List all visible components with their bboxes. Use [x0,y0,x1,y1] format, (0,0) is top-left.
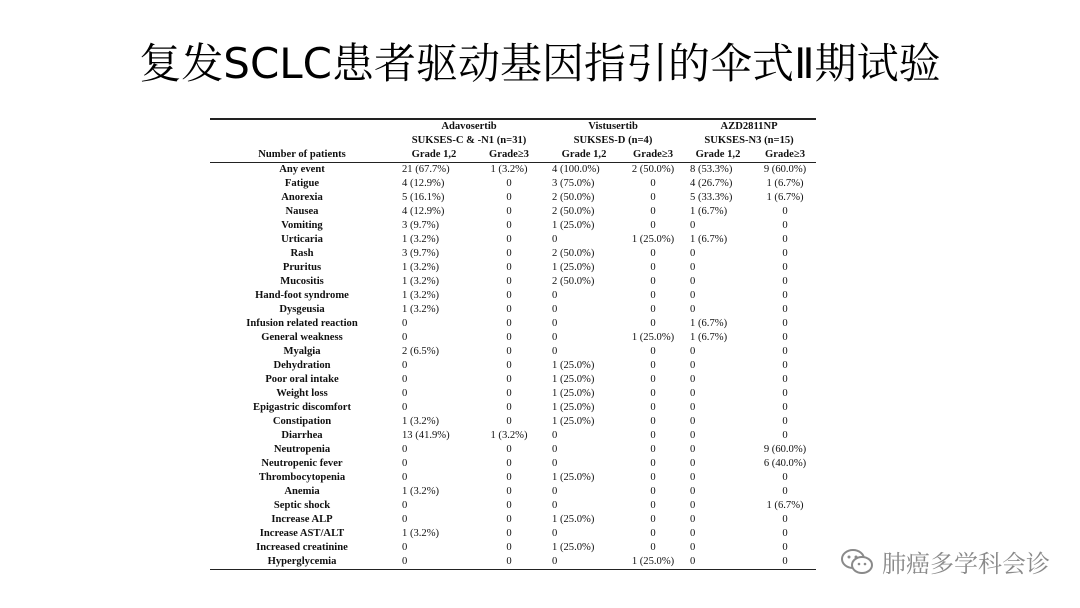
event-value: 1 (6.7%) [766,178,804,189]
event-value: 0 [782,486,788,497]
event-value: 1 (6.7%) [766,192,804,203]
event-value: 0 [782,262,788,273]
event-value: 5 (16.1%) [402,192,445,203]
table-row [210,387,816,401]
event-value: 4 (26.7%) [690,178,733,189]
study-name-adavosertib: SUKSES-C & -N1 (n=31) [411,135,527,146]
event-value: 0 [782,472,788,483]
event-value: 1 (3.2%) [402,416,440,427]
event-name: Weight loss [276,388,328,399]
event-value: 0 [552,304,558,315]
event-name: Neutropenic fever [261,458,343,469]
event-value: 0 [402,514,408,525]
event-value: 0 [552,346,558,357]
event-value: 0 [782,360,788,371]
event-name: Anorexia [281,192,323,203]
event-value: 0 [506,206,512,217]
watermark-text: 肺癌多学科会诊 [882,550,1050,578]
event-value: 0 [690,472,696,483]
event-value: 0 [782,346,788,357]
event-name: Mucositis [280,276,324,287]
table-row [210,205,816,219]
event-name: Diarrhea [281,430,323,441]
table-row [210,541,816,555]
event-value: 3 (75.0%) [552,178,595,189]
event-value: 0 [690,556,696,567]
study-name-vistusertib: SUKSES-D (n=4) [573,135,653,146]
event-value: 0 [552,528,558,539]
event-value: 0 [506,388,512,399]
grade-header: Grade 1,2 [695,149,741,160]
event-value: 0 [690,416,696,427]
event-value: 0 [552,458,558,469]
event-value: 0 [552,318,558,329]
event-value: 0 [552,430,558,441]
event-value: 0 [782,248,788,259]
event-value: 1 (3.2%) [402,234,440,245]
event-value: 0 [690,276,696,287]
event-value: 0 [650,500,656,511]
event-value: 0 [690,528,696,539]
event-value: 4 (12.9%) [402,206,445,217]
grade-header-row [210,148,816,162]
event-value: 0 [690,262,696,273]
table-row [210,303,816,317]
event-name: Infusion related reaction [246,318,358,329]
event-value: 0 [650,444,656,455]
table-row [210,317,816,331]
drug-name-row [210,120,816,134]
event-value: 21 (67.7%) [402,164,450,175]
event-value: 0 [506,528,512,539]
event-value: 0 [690,248,696,259]
event-value: 3 (9.7%) [402,248,440,259]
event-value: 1 (6.7%) [766,500,804,511]
event-value: 0 [506,290,512,301]
event-value: 0 [506,458,512,469]
event-value: 0 [506,332,512,343]
event-value: 1 (25.0%) [552,542,595,553]
event-value: 0 [650,514,656,525]
table-bottom-rule [210,569,816,570]
event-value: 0 [650,542,656,553]
table-row [210,555,816,569]
event-value: 0 [782,514,788,525]
event-value: 1 (3.2%) [402,304,440,315]
event-value: 0 [552,500,558,511]
event-value: 0 [690,402,696,413]
table-row [210,527,816,541]
grade-header: Grade≥3 [765,149,805,160]
event-name: Poor oral intake [265,374,339,385]
event-value: 0 [782,556,788,567]
event-value: 0 [402,360,408,371]
drug-name-azd2811np: AZD2811NP [720,121,778,132]
event-name: Vomiting [281,220,323,231]
event-value: 0 [690,458,696,469]
event-name: Urticaria [281,234,323,245]
event-name: Hand-foot syndrome [255,290,349,301]
table-row [210,177,816,191]
event-value: 0 [402,444,408,455]
event-value: 0 [650,374,656,385]
event-value: 0 [650,430,656,441]
table-row [210,261,816,275]
event-value: 0 [650,528,656,539]
event-value: 0 [506,276,512,287]
event-value: 0 [506,444,512,455]
event-value: 0 [506,402,512,413]
event-name: Increase AST/ALT [259,528,345,539]
event-value: 1 (25.0%) [552,388,595,399]
event-value: 0 [690,444,696,455]
event-value: 0 [402,542,408,553]
table-row [210,275,816,289]
event-value: 0 [782,276,788,287]
event-name: Neutropenia [273,444,331,455]
event-value: 0 [650,458,656,469]
event-value: 0 [690,542,696,553]
event-value: 0 [782,304,788,315]
table-row [210,191,816,205]
table-row [210,289,816,303]
study-name-row [210,134,816,148]
event-value: 0 [402,556,408,567]
event-name: Any event [279,164,325,175]
event-value: 0 [690,346,696,357]
event-value: 0 [402,472,408,483]
event-name: Thrombocytopenia [258,472,346,483]
event-value: 1 (25.0%) [631,234,675,245]
event-value: 0 [650,276,656,287]
event-value: 1 (6.7%) [690,318,728,329]
table-row [210,443,816,457]
event-value: 0 [552,444,558,455]
event-value: 0 [506,542,512,553]
event-value: 0 [690,486,696,497]
event-value: 0 [506,416,512,427]
event-value: 0 [552,234,558,245]
event-value: 1 (3.2%) [402,276,440,287]
event-value: 0 [690,430,696,441]
event-value: 0 [552,486,558,497]
event-value: 1 (3.2%) [490,164,528,175]
event-value: 0 [690,360,696,371]
event-value: 0 [782,374,788,385]
event-name: Pruritus [282,262,322,273]
event-name: General weakness [261,332,343,343]
event-value: 1 (25.0%) [552,472,595,483]
event-value: 5 (33.3%) [690,192,733,203]
event-value: 0 [650,388,656,399]
event-value: 2 (50.0%) [552,206,595,217]
wechat-icon [840,547,874,577]
table-row [210,401,816,415]
table-row [210,513,816,527]
event-value: 0 [782,220,788,231]
event-value: 2 (6.5%) [402,346,440,357]
event-value: 1 (3.2%) [490,430,528,441]
event-value: 0 [782,290,788,301]
event-value: 0 [506,556,512,567]
slide-title: 复发SCLC患者驱动基因指引的伞式Ⅱ期试验 [139,39,941,88]
event-value: 1 (25.0%) [552,416,595,427]
event-value: 0 [782,388,788,399]
event-value: 0 [782,234,788,245]
event-value: 13 (41.9%) [402,430,450,441]
event-value: 0 [650,178,656,189]
event-value: 0 [782,318,788,329]
event-value: 2 (50.0%) [552,276,595,287]
event-value: 0 [506,318,512,329]
number-of-patients-label: Number of patients [258,149,346,160]
event-value: 1 (25.0%) [631,556,675,567]
event-value: 0 [782,430,788,441]
event-value: 0 [402,458,408,469]
grade-header: Grade 1,2 [411,149,457,160]
event-name: Myalgia [283,346,321,357]
event-value: 0 [506,360,512,371]
event-value: 0 [690,304,696,315]
event-value: 4 (100.0%) [552,164,600,175]
event-value: 1 (3.2%) [402,262,440,273]
event-value: 6 (40.0%) [763,458,807,469]
table-row [210,247,816,261]
event-value: 0 [506,234,512,245]
event-value: 0 [650,192,656,203]
event-name: Increased creatinine [256,542,348,553]
event-value: 0 [506,500,512,511]
event-value: 9 (60.0%) [763,444,807,455]
event-value: 1 (25.0%) [631,332,675,343]
event-name: Fatigue [284,178,320,189]
event-value: 0 [650,220,656,231]
event-value: 0 [506,304,512,315]
event-value: 0 [402,402,408,413]
watermark [840,544,1050,579]
event-value: 0 [650,360,656,371]
table-row [210,485,816,499]
event-value: 0 [506,248,512,259]
event-value: 1 (25.0%) [552,402,595,413]
event-value: 0 [782,542,788,553]
table-row [210,457,816,471]
event-value: 1 (3.2%) [402,528,440,539]
table-row [210,373,816,387]
event-value: 1 (25.0%) [552,514,595,525]
event-value: 0 [782,206,788,217]
event-value: 0 [552,332,558,343]
event-value: 0 [690,500,696,511]
event-value: 1 (3.2%) [402,486,440,497]
event-value: 1 (3.2%) [402,290,440,301]
event-value: 0 [506,346,512,357]
event-value: 0 [402,500,408,511]
event-value: 0 [402,388,408,399]
table-row [210,163,816,177]
event-value: 0 [650,402,656,413]
event-value: 0 [402,318,408,329]
event-value: 0 [402,332,408,343]
event-value: 0 [782,528,788,539]
event-value: 0 [552,290,558,301]
event-value: 0 [782,332,788,343]
event-name: Nausea [285,206,319,217]
event-value: 0 [690,290,696,301]
event-value: 1 (6.7%) [690,206,728,217]
event-value: 4 (12.9%) [402,178,445,189]
event-name: Rash [290,248,314,259]
event-value: 8 (53.3%) [690,164,733,175]
table-row [210,471,816,485]
table-row [210,429,816,443]
event-value: 0 [650,262,656,273]
event-name: Constipation [272,416,332,427]
event-value: 0 [650,290,656,301]
event-value: 2 (50.0%) [631,164,675,175]
table-row [210,233,816,247]
event-value: 0 [650,304,656,315]
table-row [210,359,816,373]
event-value: 2 (50.0%) [552,192,595,203]
event-value: 1 (25.0%) [552,360,595,371]
event-value: 0 [650,318,656,329]
event-value: 3 (9.7%) [402,220,440,231]
drug-name-vistusertib: Vistusertib [588,121,638,132]
event-value: 0 [690,514,696,525]
event-value: 0 [650,486,656,497]
event-value: 0 [690,220,696,231]
event-value: 1 (25.0%) [552,220,595,231]
event-value: 0 [552,556,558,567]
event-value: 0 [690,374,696,385]
event-value: 0 [506,514,512,525]
event-value: 0 [782,402,788,413]
event-value: 0 [650,206,656,217]
event-value: 0 [506,192,512,203]
event-value: 1 (25.0%) [552,374,595,385]
grade-header: Grade 1,2 [561,149,607,160]
event-value: 0 [506,374,512,385]
event-value: 0 [782,416,788,427]
table-row [210,499,816,513]
event-name: Dysgeusia [279,304,325,315]
event-value: 0 [650,346,656,357]
grade-header: Grade≥3 [489,149,529,160]
event-value: 9 (60.0%) [763,164,807,175]
event-value: 0 [506,262,512,273]
drug-name-adavosertib: Adavosertib [441,121,497,132]
event-name: Dehydration [273,360,331,371]
event-name: Anemia [284,486,320,497]
table-row [210,415,816,429]
event-name: Hyperglycemia [267,556,337,567]
event-name: Septic shock [273,500,331,511]
ae-table-body [210,163,816,569]
event-name: Increase ALP [271,514,333,525]
event-value: 0 [650,472,656,483]
event-value: 0 [506,472,512,483]
event-value: 0 [690,388,696,399]
event-value: 0 [506,178,512,189]
event-value: 1 (6.7%) [690,234,728,245]
event-value: 0 [650,248,656,259]
table-row [210,345,816,359]
adverse-events-table [210,118,816,570]
table-row [210,219,816,233]
event-value: 1 (6.7%) [690,332,728,343]
table-row [210,331,816,345]
event-value: 2 (50.0%) [552,248,595,259]
grade-header: Grade≥3 [633,149,673,160]
event-name: Epigastric discomfort [253,402,351,413]
event-value: 0 [506,486,512,497]
event-value: 0 [506,220,512,231]
study-name-azd2811np: SUKSES-N3 (n=15) [704,135,794,146]
event-value: 0 [650,416,656,427]
event-value: 0 [402,374,408,385]
event-value: 1 (25.0%) [552,262,595,273]
ae-table [210,120,816,569]
